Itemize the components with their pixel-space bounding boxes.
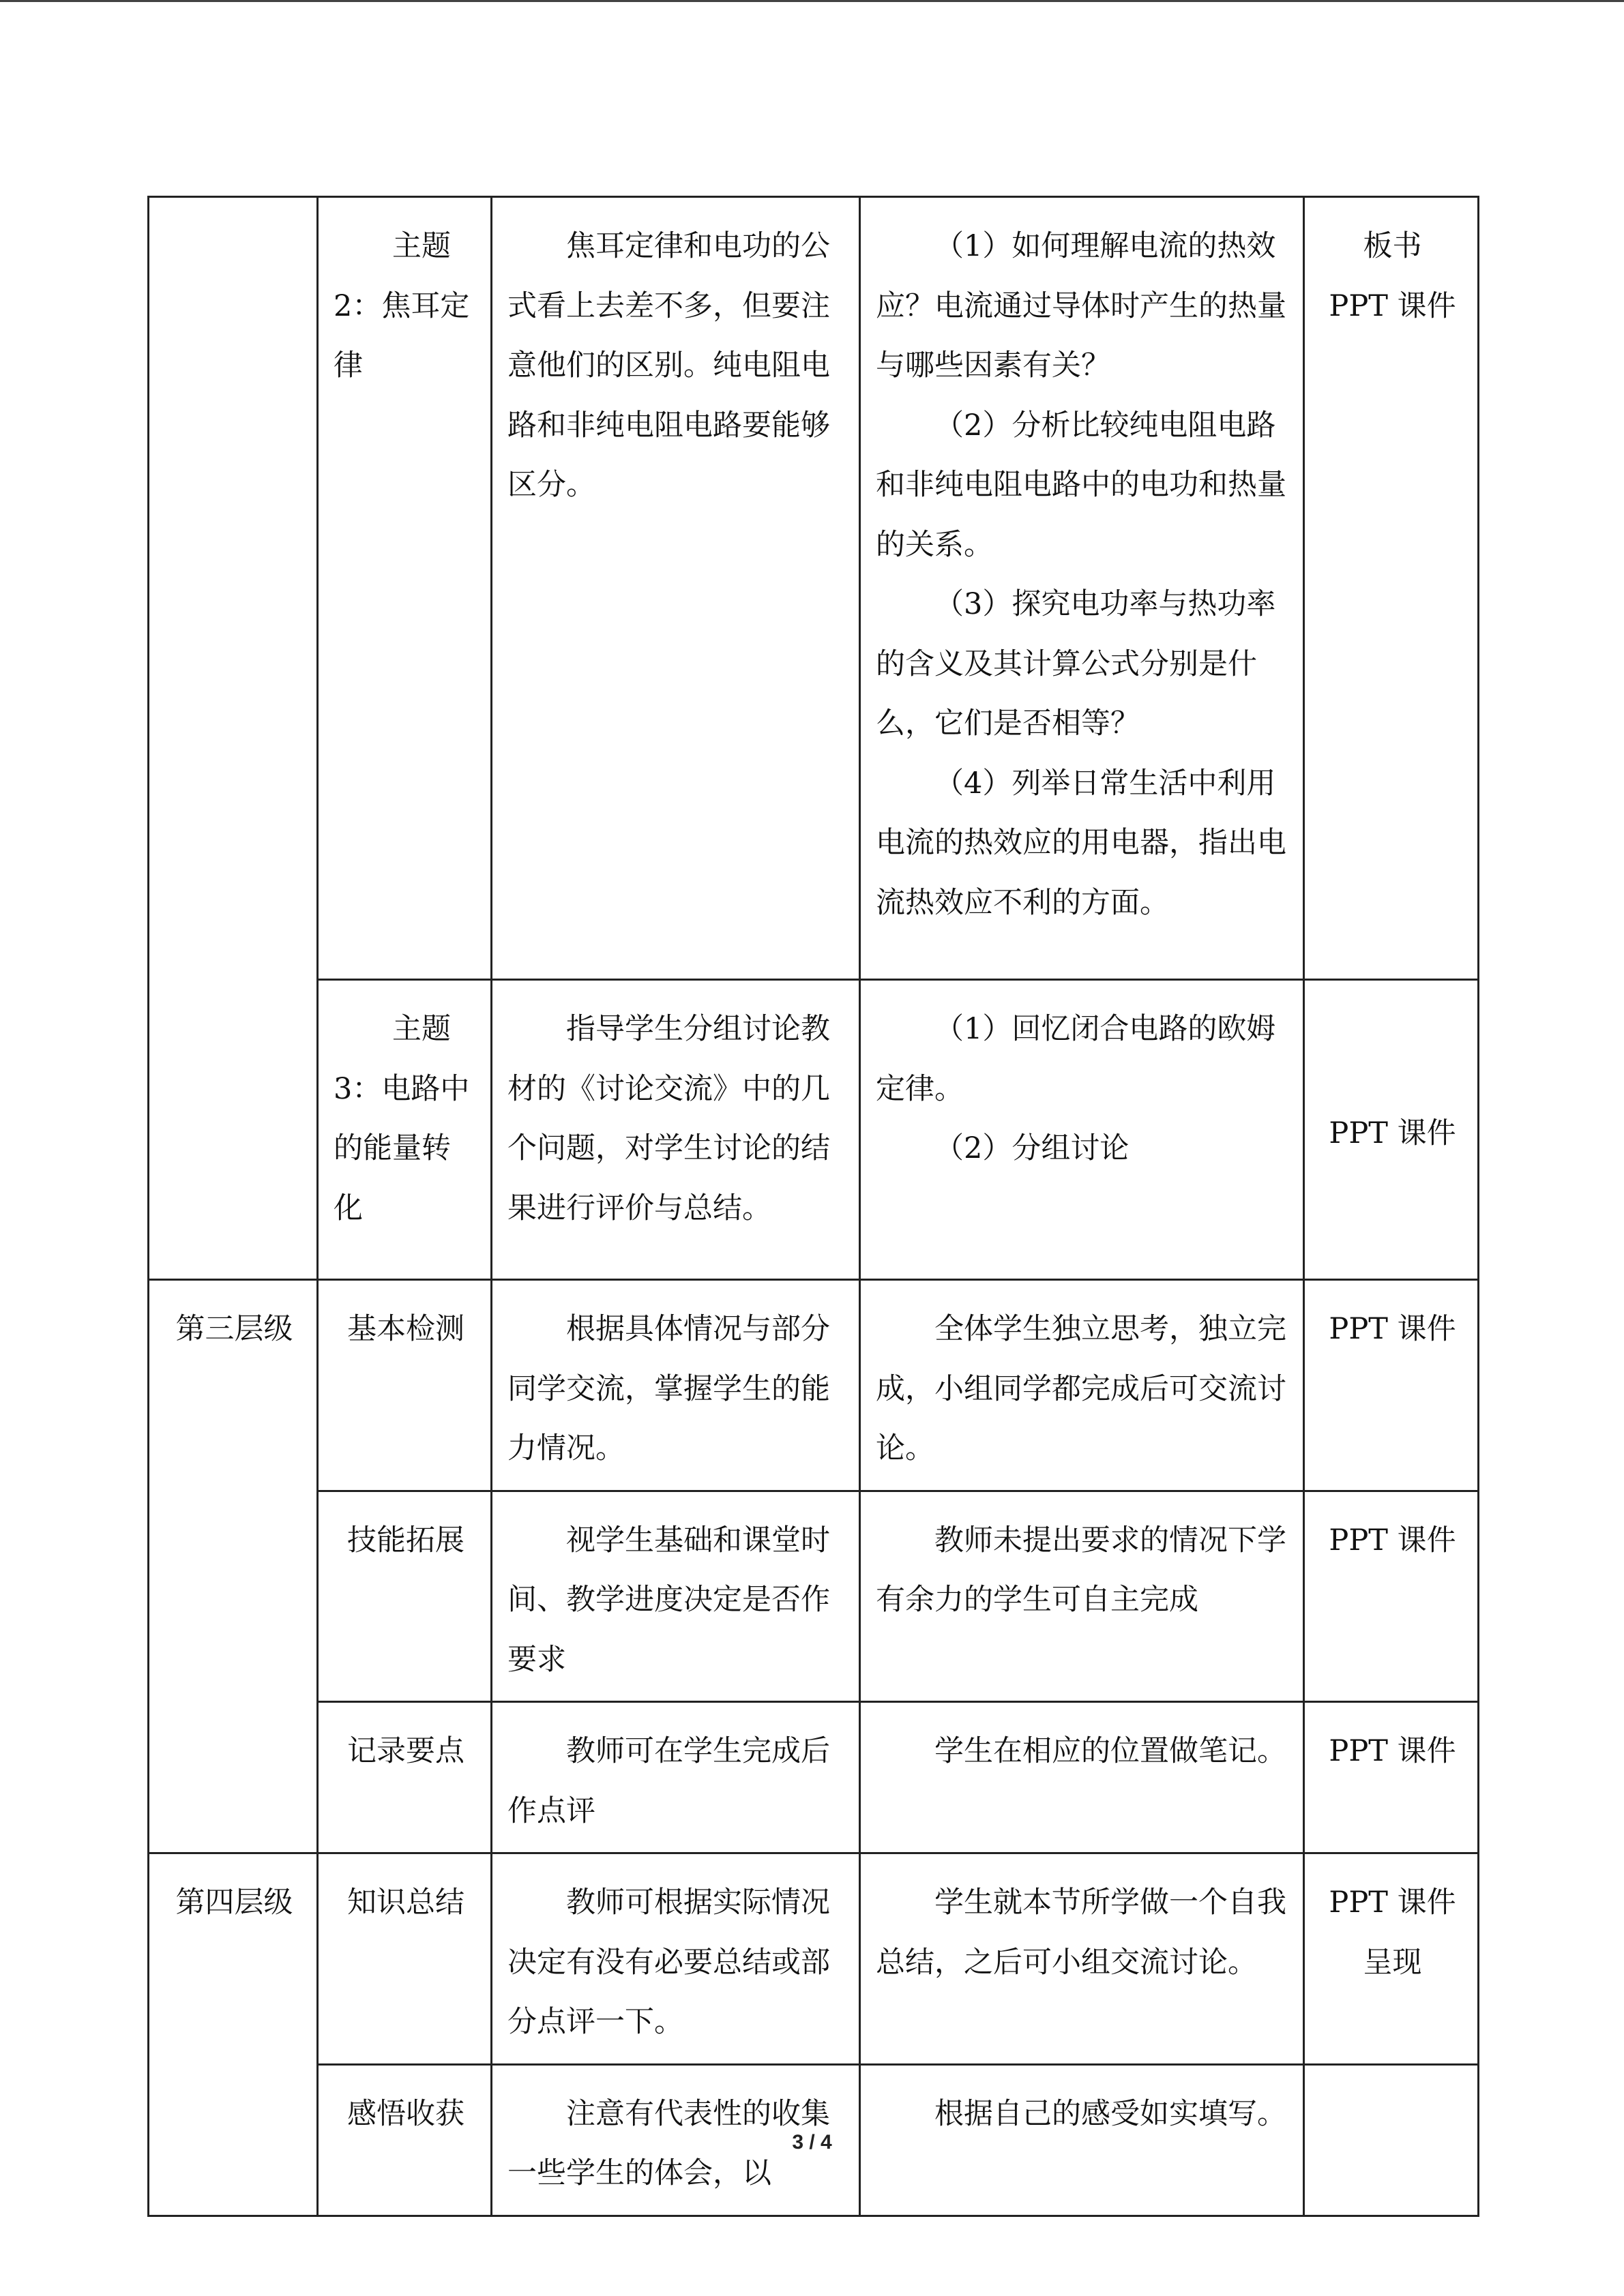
resource-item: PPT 课件 [1329, 1523, 1456, 1557]
student-activity-item: （3）探究电功率与热功率的含义及其计算公式分别是什么，它们是否相等？ [876, 587, 1276, 741]
student-activity-item: （2）分析比较纯电阻电路和非纯电阻电路中的电功和热量的关系。 [876, 408, 1286, 562]
topic-cell [318, 1491, 492, 1702]
student-activity-item: （2）分组讨论 [934, 1131, 1130, 1165]
teacher-activity-cell [492, 1491, 860, 1702]
teacher-activity-text: 指导学生分组讨论教材的《讨论交流》中的几个问题，对学生讨论的结果进行评价与总结。 [507, 1012, 830, 1225]
table-row-knowledge-summary [149, 1853, 1479, 2065]
student-activity-item: （1）如何理解电流的热效应？电流通过导体时产生的热量与哪些因素有关？ [876, 229, 1286, 383]
student-activity-text: 教师未提出要求的情况下学有余力的学生可自主完成 [876, 1523, 1286, 1617]
teacher-activity-cell [492, 1280, 860, 1491]
stage-label: 第三层级 [175, 1312, 293, 1346]
resources-cell [1304, 1280, 1479, 1491]
student-activity-text: 根据自己的感受如实填写。 [934, 2096, 1286, 2131]
topic-text: 主题3：电路中的能量转化 [334, 1012, 470, 1225]
resource-item: PPT 课件 [1329, 1312, 1456, 1346]
resources-cell [1304, 1702, 1479, 1853]
student-activity-cell [860, 1702, 1304, 1853]
resource-item: PPT 课件 [1329, 288, 1456, 323]
student-activity-item: （1）回忆闭合电路的欧姆定律。 [876, 1012, 1276, 1106]
teacher-activity-text: 视学生基础和课堂时间、教学进度决定是否作要求 [507, 1523, 830, 1677]
table-row-topic-2 [149, 197, 1479, 980]
topic-cell [318, 980, 492, 1280]
topic-cell [318, 197, 492, 980]
resource-item: PPT 课件 [1329, 1734, 1456, 1768]
resource-item: PPT 课件 [1329, 1885, 1456, 1920]
stage-label: 第四层级 [175, 1885, 293, 1920]
resources-cell [1304, 980, 1479, 1280]
teacher-activity-text: 教师可根据实际情况决定有没有必要总结或部分点评一下。 [507, 1885, 830, 2039]
table-row-key-notes [149, 1702, 1479, 1853]
lesson-plan-table [147, 196, 1479, 2217]
teacher-activity-text: 注意有代表性的收集一些学生的体会，以 [507, 2096, 830, 2190]
teacher-activity-cell [492, 1853, 860, 2065]
teacher-activity-text: 教师可在学生完成后作点评 [507, 1734, 830, 1828]
teacher-activity-cell [492, 197, 860, 980]
student-activity-cell [860, 197, 1304, 980]
student-activity-text: 学生就本节所学做一个自我总结，之后可小组交流讨论。 [876, 1885, 1286, 1980]
teacher-activity-cell [492, 980, 860, 1280]
student-activity-item: （4）列举日常生活中利用电流的热效应的用电器，指出电流热效应不利的方面。 [876, 766, 1286, 920]
teacher-activity-text: 根据具体情况与部分同学交流，掌握学生的能力情况。 [507, 1312, 830, 1465]
resources-cell [1304, 1853, 1479, 2065]
student-activity-cell [860, 1853, 1304, 2065]
topic-text: 感悟收获 [347, 2096, 464, 2131]
table-row-topic-3 [149, 980, 1479, 1280]
student-activity-cell [860, 980, 1304, 1280]
stage-cell-level-4 [149, 1853, 318, 2216]
topic-text: 记录要点 [347, 1734, 464, 1768]
teacher-activity-cell [492, 1702, 860, 1853]
topic-cell [318, 1280, 492, 1491]
student-activity-text: 全体学生独立思考，独立完成，小组同学都完成后可交流讨论。 [876, 1312, 1286, 1465]
table-row-basic-test [149, 1280, 1479, 1491]
resource-item: 呈现 [1363, 1945, 1422, 1980]
page-top-border [0, 0, 1624, 2]
teacher-activity-text: 焦耳定律和电功的公式看上去差不多，但要注意他们的区别。纯电阻电路和非纯电阻电路要能够区分。 [507, 229, 830, 502]
resource-item: PPT 课件 [1329, 1116, 1456, 1150]
topic-text: 技能拓展 [347, 1523, 464, 1557]
stage-cell-level-3 [149, 1280, 318, 1853]
resource-item: 板书 [1363, 229, 1422, 263]
topic-cell [318, 1853, 492, 2065]
table-row-skill-extension [149, 1491, 1479, 1702]
student-activity-text: 学生在相应的位置做笔记。 [934, 1734, 1286, 1768]
page-number: 3 / 4 [792, 2131, 832, 2153]
topic-text: 基本检测 [347, 1312, 464, 1346]
resources-cell [1304, 1491, 1479, 1702]
topic-text: 知识总结 [347, 1885, 464, 1920]
student-activity-cell [860, 1491, 1304, 1702]
student-activity-cell [860, 1280, 1304, 1491]
stage-cell-empty [149, 197, 318, 1280]
resources-cell [1304, 197, 1479, 980]
topic-cell [318, 1702, 492, 1853]
topic-text: 主题2：焦耳定律 [334, 229, 470, 383]
